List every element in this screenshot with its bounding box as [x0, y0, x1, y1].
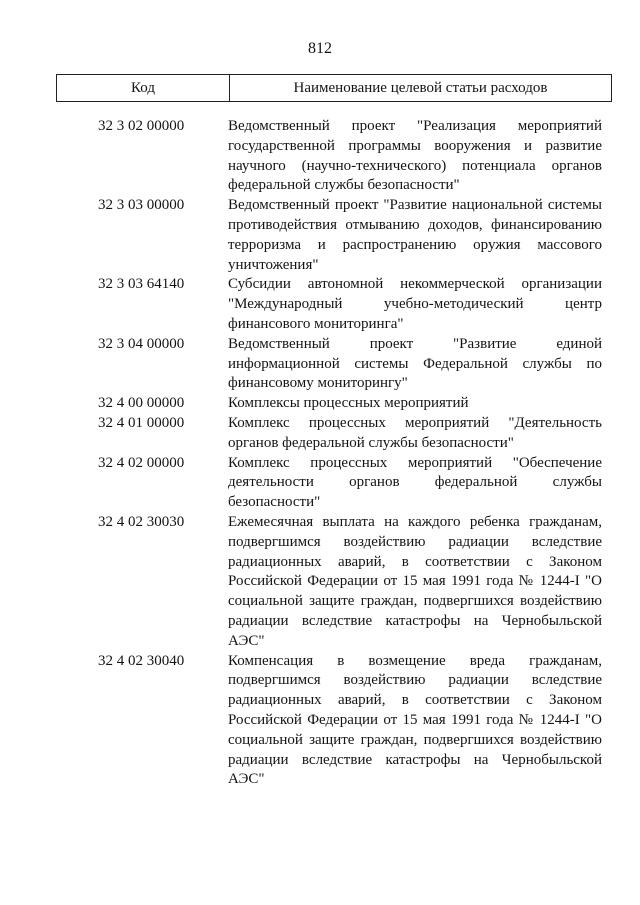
- table-header: [56, 74, 612, 102]
- table-row: [0, 335, 640, 394]
- row-name: Комплекс процессных мероприятий "Обеспечение деятельности органов федеральной службы безопасности": [228, 454, 602, 511]
- row-name: Ведомственный проект "Развитие единой информационной системы Федеральной службы по финансовому мониторингу": [228, 335, 602, 392]
- table-row: [0, 652, 640, 791]
- row-name: Компенсация в возмещение вреда гражданам, подвергшимся воздействию радиации вследствие радиационных аварий, в соответствии с Законом Российской Федерации от 15 мая 1991 года № 1244-I "О социальной защите граждан, подвергшихся воздействию радиации вследствие катастрофы на Чернобыльской АЭС": [228, 652, 602, 788]
- table-row: [0, 196, 640, 275]
- row-code: 32 3 04 00000: [98, 335, 185, 352]
- table-row: [0, 513, 640, 652]
- table-row: [0, 414, 640, 454]
- row-name: Ведомственный проект "Реализация мероприятий государственной программы вооружения и развитие научного (научно-технического) потенциала органов федеральной службы безопасности": [228, 118, 602, 194]
- header-name: Наименование целевой статьи расходов: [293, 79, 548, 96]
- row-code: 32 4 01 00000: [98, 414, 185, 431]
- row-code: 32 4 02 00000: [98, 454, 185, 471]
- row-code: 32 3 03 64140: [98, 276, 185, 293]
- table-row: [0, 117, 640, 196]
- row-code: 32 4 00 00000: [98, 395, 185, 412]
- table-row: [0, 394, 640, 414]
- table-body: [0, 117, 640, 790]
- row-name: Ведомственный проект "Развитие национальной системы противодействия отмыванию доходов, финансированию терроризма и распространению оружия массового уничтожения": [228, 197, 602, 273]
- row-code: 32 4 02 30040: [98, 652, 185, 669]
- row-code: 32 3 02 00000: [98, 118, 185, 134]
- page-number: 812: [308, 40, 332, 57]
- table-row: [0, 454, 640, 513]
- header-code: Код: [57, 75, 230, 101]
- row-code: 32 3 03 00000: [98, 197, 185, 214]
- row-name: Комплекс процессных мероприятий "Деятельность органов федеральной службы безопасности": [228, 414, 602, 451]
- row-name: Комплексы процессных мероприятий: [228, 395, 469, 412]
- row-name: Субсидии автономной некоммерческой организации "Международный учебно-методический центр финансового мониторинга": [228, 276, 602, 332]
- table-row: [0, 275, 640, 334]
- row-name: Ежемесячная выплата на каждого ребенка гражданам, подвергшимся воздействию радиации вследствие радиационных аварий, в соответствии с Законом Российской Федерации от 15 мая 1991 года № 1244-I "О социальной защите граждан, подвергшихся воздействию радиации вследствие катастрофы на Чернобыльской АЭС": [228, 513, 602, 649]
- row-code: 32 4 02 30030: [98, 513, 185, 530]
